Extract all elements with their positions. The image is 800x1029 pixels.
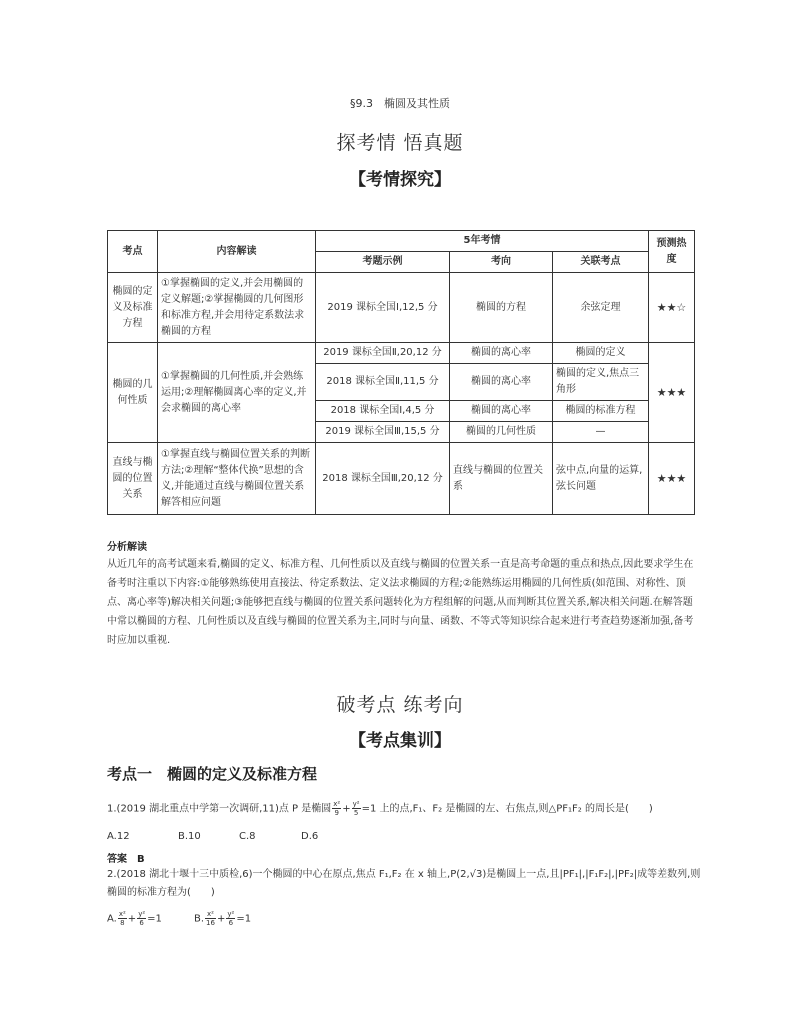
q1-frac-x: $\frac{\text{x²}}{9}$ [333, 800, 341, 817]
row1-kaodian: 椭圆的定义及标准方程 [108, 273, 158, 343]
row3-guanlian: 弦中点,向量的运算,弦长问题 [553, 443, 649, 515]
q1-prefix: 1.(2019 湖北重点中学第一次调研,11)点 P 是椭圆 [107, 803, 332, 815]
header-guanlian: 关联考点 [553, 252, 649, 273]
row2b-shili: 2018 课标全国Ⅱ,11,5 分 [316, 364, 450, 401]
row2-kaodian: 椭圆的几何性质 [108, 343, 158, 443]
row2-redu: ★★★ [649, 343, 695, 443]
header-kaodian: 考点 [108, 231, 158, 273]
row2c-shili: 2018 课标全国Ⅰ,4,5 分 [316, 401, 450, 422]
q1-plus: + [342, 803, 351, 815]
row1-guanlian: 余弦定理 [553, 273, 649, 343]
q1-suffix: =1 上的点,F₁、F₂ 是椭圆的左、右焦点,则△PF₁F₂ 的周长是( ) [361, 803, 653, 815]
row2-neirong: ①掌握椭圆的几何性质,并会熟练运用;②理解椭圆离心率的定义,并会求椭圆的离心率 [158, 343, 316, 443]
row1-shili: 2019 课标全国Ⅰ,12,5 分 [316, 273, 450, 343]
part2-title: 破考点 练考向 [336, 694, 464, 716]
row1-kaoxiang: 椭圆的方程 [450, 273, 553, 343]
q2-option-a: A. $\frac{\text{x²}}{8}$ + $\frac{\text{y²}}{6}$ =1 [107, 910, 162, 927]
header-neirong: 内容解读 [158, 231, 316, 273]
row3-redu: ★★★ [649, 443, 695, 515]
row2b-kaoxiang: 椭圆的离心率 [450, 364, 553, 401]
exam-analysis-table [107, 230, 695, 515]
row3-shili: 2018 课标全国Ⅲ,20,12 分 [316, 443, 450, 515]
q2-option-b: B. $\frac{\text{x²}}{16}$ + $\frac{\text{y²}}{6}$ =1 [194, 910, 252, 927]
q1-option-a: A.12 [107, 831, 130, 842]
header-shili: 考题示例 [316, 252, 450, 273]
part2-subtitle: 【考点集训】 [349, 731, 451, 751]
row3-kaodian: 直线与椭圆的位置关系 [108, 443, 158, 515]
row1-neirong: ①掌握椭圆的定义,并会用椭圆的定义解题;②掌握椭圆的几何图形和标准方程,并会用待定系数法求椭圆的方程 [158, 273, 316, 343]
row2a-guanlian: 椭圆的定义 [553, 343, 649, 364]
section-subtitle: 【考情探究】 [349, 170, 451, 190]
page-title: 探考情 悟真题 [336, 132, 464, 154]
row2d-shili: 2019 课标全国Ⅲ,15,5 分 [316, 422, 450, 443]
section-number: §9.3 椭圆及其性质 [350, 97, 450, 110]
row2a-shili: 2019 课标全国Ⅱ,20,12 分 [316, 343, 450, 364]
row2d-guanlian: — [553, 422, 649, 443]
question-2-line1: 2.(2018 湖北十堰十三中质检,6)一个椭圆的中心在原点,焦点 F₁,F₂ 在 x 轴上,P(2,√3)是椭圆上一点,且|PF₁|,|F₁F₂|,|PF₂|成等差数列,则 [107, 869, 701, 880]
row2d-kaoxiang: 椭圆的几何性质 [450, 422, 553, 443]
question-2-line2: 椭圆的标准方程为( ) [107, 887, 215, 898]
kaodian-title: 考点一 椭圆的定义及标准方程 [107, 765, 318, 783]
analysis-label: 分析解读 [107, 542, 147, 553]
row2c-guanlian: 椭圆的标准方程 [553, 401, 649, 422]
q1-frac-y: $\frac{\text{y²}}{5}$ [352, 800, 360, 817]
q1-option-d: D.6 [301, 831, 319, 842]
row2a-kaoxiang: 椭圆的离心率 [450, 343, 553, 364]
q1-option-b: B.10 [178, 831, 201, 842]
row2b-guanlian: 椭圆的定义,焦点三角形 [553, 364, 649, 401]
row2c-kaoxiang: 椭圆的离心率 [450, 401, 553, 422]
header-kaoxiang: 考向 [450, 252, 553, 273]
row1-redu: ★★☆ [649, 273, 695, 343]
row3-kaoxiang: 直线与椭圆的位置关系 [450, 443, 553, 515]
row3-neirong: ①掌握直线与椭圆位置关系的判断方法;②理解“整体代换”思想的含义,并能通过直线与椭圆位置关系解答相应问题 [158, 443, 316, 515]
analysis-text: 从近几年的高考试题来看,椭圆的定义、标准方程、几何性质以及直线与椭圆的位置关系一直是高考命题的重点和热点,因此要求学生在备考时注重以下内容:①能够熟练使用直接法、待定系数法、定义法求椭圆的方程;②能熟练运用椭圆的几何性质(如范围、对称性、顶点、离心率等)解决相关问题;③能够把直线与椭圆的位置关系问题转化为方程组解的问题,从而判断其位置关系,解决相关问题.在解答题中常以椭圆的方程、几何性质以及直线与椭圆的位置关系为主,同时与向量、函数、不等式等知识综合起来进行考查趋势逐渐加强,备考时应加以重视. [107, 559, 694, 646]
header-five-year: 5年考情 [316, 231, 649, 252]
header-redu: 预测热度 [649, 231, 695, 273]
question-1 [107, 800, 707, 819]
q1-answer: 答案 B [107, 854, 145, 865]
q1-option-c: C.8 [239, 831, 256, 842]
